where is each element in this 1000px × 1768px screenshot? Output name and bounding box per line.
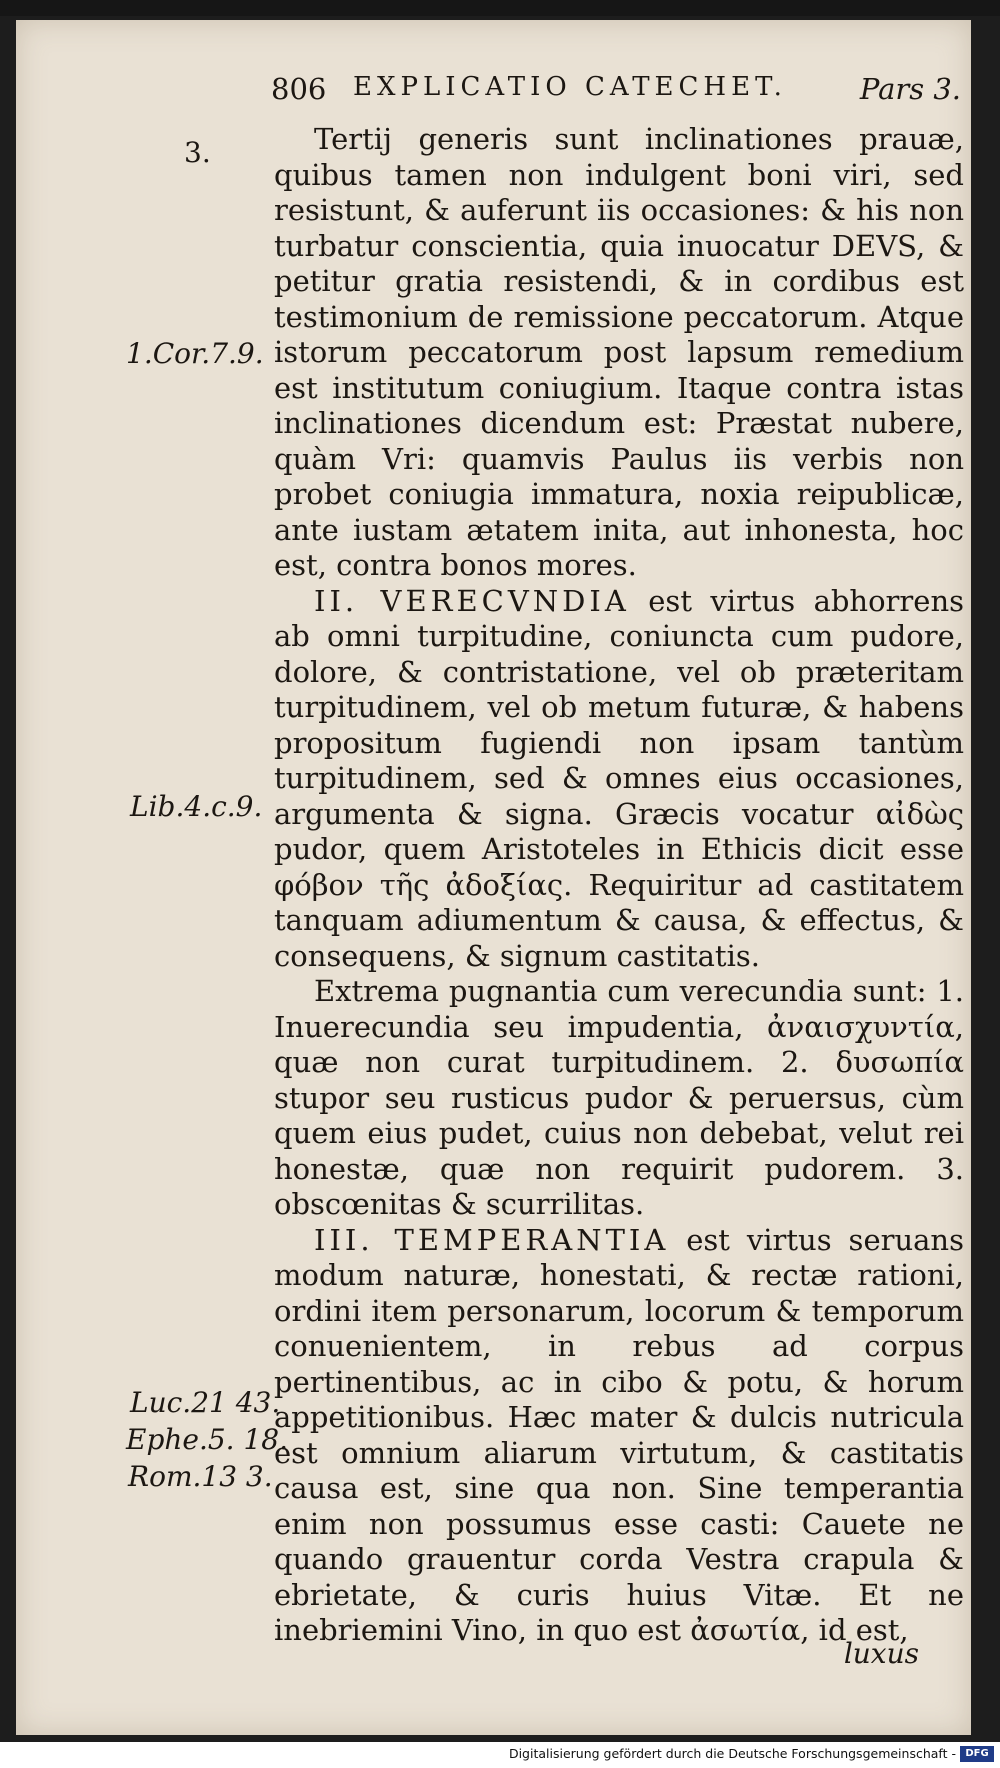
- paragraph-1: Tertij generis sunt inclinationes prauæ, quibus tamen non indulgent boni viri, sed resistunt, & auferunt iis occasiones: & his non turbatur conscientia, quia inuocatur DEVS, & petitur gratia resistendi, & in cordibus est testimonium de remissione peccatorum. Atque istorum peccatorum post lapsum remedium est institutum coniugium. Itaque contra istas inclinationes dicendum est: Præstat nubere, quàm Vri: quamvis Paulus iis verbis non probet coniugia immatura, noxia reipublicæ, ante iustam ætatem inita, aut inhonesta, hoc est, contra bonos mores.: [274, 122, 964, 582]
- heading-temperantia: III. TEMPERANTIA: [314, 1222, 670, 1257]
- scanned-page-frame: [0, 16, 1000, 1742]
- margin-note-lib: Lib.4.c.9.: [130, 790, 263, 823]
- margin-note-luc: Luc.21 43.: [130, 1386, 281, 1419]
- paragraph-2-text: est virtus abhorrens ab omni turpitudine, coniuncta cum pudore, dolore, & contristatione, vel ob præteritam turpitudinem, vel ob metum futuræ, & habens propositum fugiendi non ipsam tantùm turpitudinem, sed & omnes eius occasiones, argumenta & signa. Græcis vocatur αἰδὼς pudor, quem Aristoteles in Ethicis dicit esse φόβον τῆς ἀδοξίας. Requiritur ad castitatem tanquam adiumentum & causa, & effectus, & consequens, & signum castitatis.: [274, 583, 965, 973]
- heading-verecundia: II. VERECVNDIA: [314, 583, 630, 618]
- margin-note-section: 3.: [184, 136, 211, 169]
- margin-note-ephe: Ephe.5. 18.: [126, 1423, 289, 1456]
- body-text: [274, 122, 964, 1649]
- funding-credit: Digitalisierung gefördert durch die Deutsche Forschungsgemeinschaft -: [508, 1746, 956, 1761]
- catchword: luxus: [843, 1637, 919, 1670]
- margin-note-rom: Rom.13 3.: [128, 1460, 273, 1493]
- paragraph-3: Extrema pugnantia cum verecundia sunt: 1. Inuerecundia seu impudentia, ἀναισχυντία, quæ non curat turpitudinem. 2. δυσωπία stupor seu rusticus pudor & peruersus, cùm quem eius pudet, cuius non debebat, velut rei honestæ, quæ non requirit pudorem. 3. obscœnitas & scurrilitas.: [274, 974, 964, 1221]
- margin-note-cor: 1.Cor.7.9.: [126, 337, 264, 370]
- footer-bar: [0, 1742, 1000, 1768]
- part-label: Pars 3.: [859, 72, 961, 106]
- paragraph-4: [274, 1223, 964, 1649]
- running-title: EXPLICATIO CATECHET.: [353, 72, 787, 102]
- paragraph-4-text: est virtus seruans modum naturæ, honestati, & rectæ rationi, ordini item personarum, locorum & temporum conuenientem, in rebus ad corpus pertinentibus, ac in cibo & potu, & horum appetitionibus. Hæc mater & dulcis nutricula est omnium aliarum virtutum, & castitatis causa est, sine qua non. Sine temperantia enim non possumus esse casti: Cauete ne quando grauentur corda Vestra crapula & ebrietate, & curis huius Vitæ. Et ne inebriemini Vino, in quo est ἀσωτία, id est,: [274, 1222, 964, 1647]
- top-border: [0, 0, 1000, 16]
- book-page: [16, 20, 971, 1735]
- dfg-logo: DFG: [960, 1746, 994, 1762]
- page-number: 806: [271, 72, 327, 106]
- running-header: [271, 72, 961, 112]
- paragraph-2: [274, 584, 964, 975]
